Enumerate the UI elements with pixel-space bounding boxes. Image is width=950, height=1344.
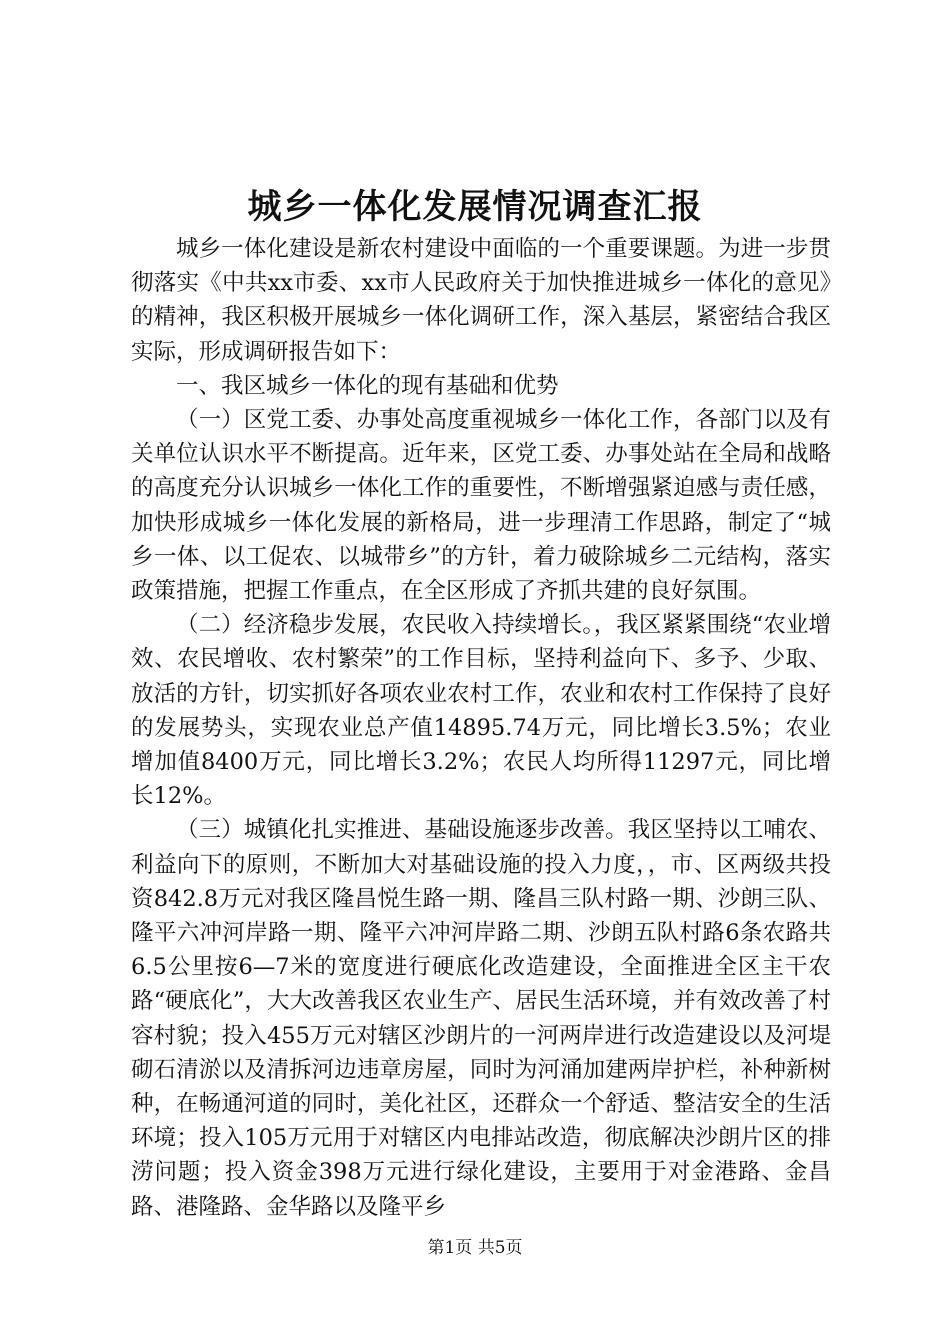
document-title: 城乡一体化发展情况调查汇报: [247, 187, 703, 227]
paragraph-item-1: （一）区党工委、办事处高度重视城乡一体化工作，各部门以及有关单位认识水平不断提高。近年来，区党工委、办事处站在全局和战略的高度充分认识城乡一体化工作的重要性，不断增强紧迫感与责任感，加快形成城乡一体化发展的新格局，进一步理清工作思路，制定了“城乡一体、以工促农、以城带乡”的方针，着力破除城乡二元结构，落实政策措施，把握工作重点，在全区形成了齐抓共建的良好氛围。: [131, 407, 831, 605]
paragraph-item-3: （三）城镇化扎实推进、基础设施逐步改善。我区坚持以工哺农、利益向下的原则，不断加大对基础设施的投入力度，，市、区两级共投资842.8万元对我区隆昌悦生路一期、隆昌三队村路一期、沙朗三队、隆平六冲河岸路一期、隆平六冲河岸路二期、沙朗五队村路6条农路共6.5公里按6—7米的宽度进行硬底化改造建设，全面推进全区主干农路“硬底化”，大大改善我区农业生产、居民生活环境，并有效改善了村容村貌；投入455万元对辖区沙朗片的一河两岸进行改造建设以及河堤砌石清淤以及清拆河边违章房屋，同时为河涌加建两岸护栏，补种新树种，在畅通河道的同时，美化社区，还群众一个舒适、整洁安全的生活环境；投入105万元用于对辖区内电排站改造，彻底解决沙朗片区的排涝问题；投入资金398万元进行绿化建设，主要用于对金港路、金昌路、港隆路、金华路以及隆平乡: [131, 817, 831, 1220]
paragraph-item-2: （二）经济稳步发展，农民收入持续增长。，我区紧紧围绕“农业增效、农民增收、农村繁荣”的工作目标，坚持利益向下、多予、少取、放活的方针，切实抓好各项农业农村工作，农业和农村工作保持了良好的发展势头，实现农业总产值14895.74万元，同比增长3.5%；农业增加值8400万元，同比增长3.2%；农民人均所得11297元，同比增长12%。: [131, 612, 831, 810]
section-heading: 一、我区城乡一体化的现有基础和优势: [176, 372, 559, 399]
document-body: [131, 232, 831, 1224]
page-footer: 第1页 共5页: [427, 1238, 523, 1258]
intro-paragraph: 城乡一体化建设是新农村建设中面临的一个重要课题。为进一步贯彻落实《中共xx市委、xx市人民政府关于加快推进城乡一体化的意见》的精神，我区积极开展城乡一体化调研工作，深入基层，紧密结合我区实际，形成调研报告如下：: [131, 236, 831, 365]
